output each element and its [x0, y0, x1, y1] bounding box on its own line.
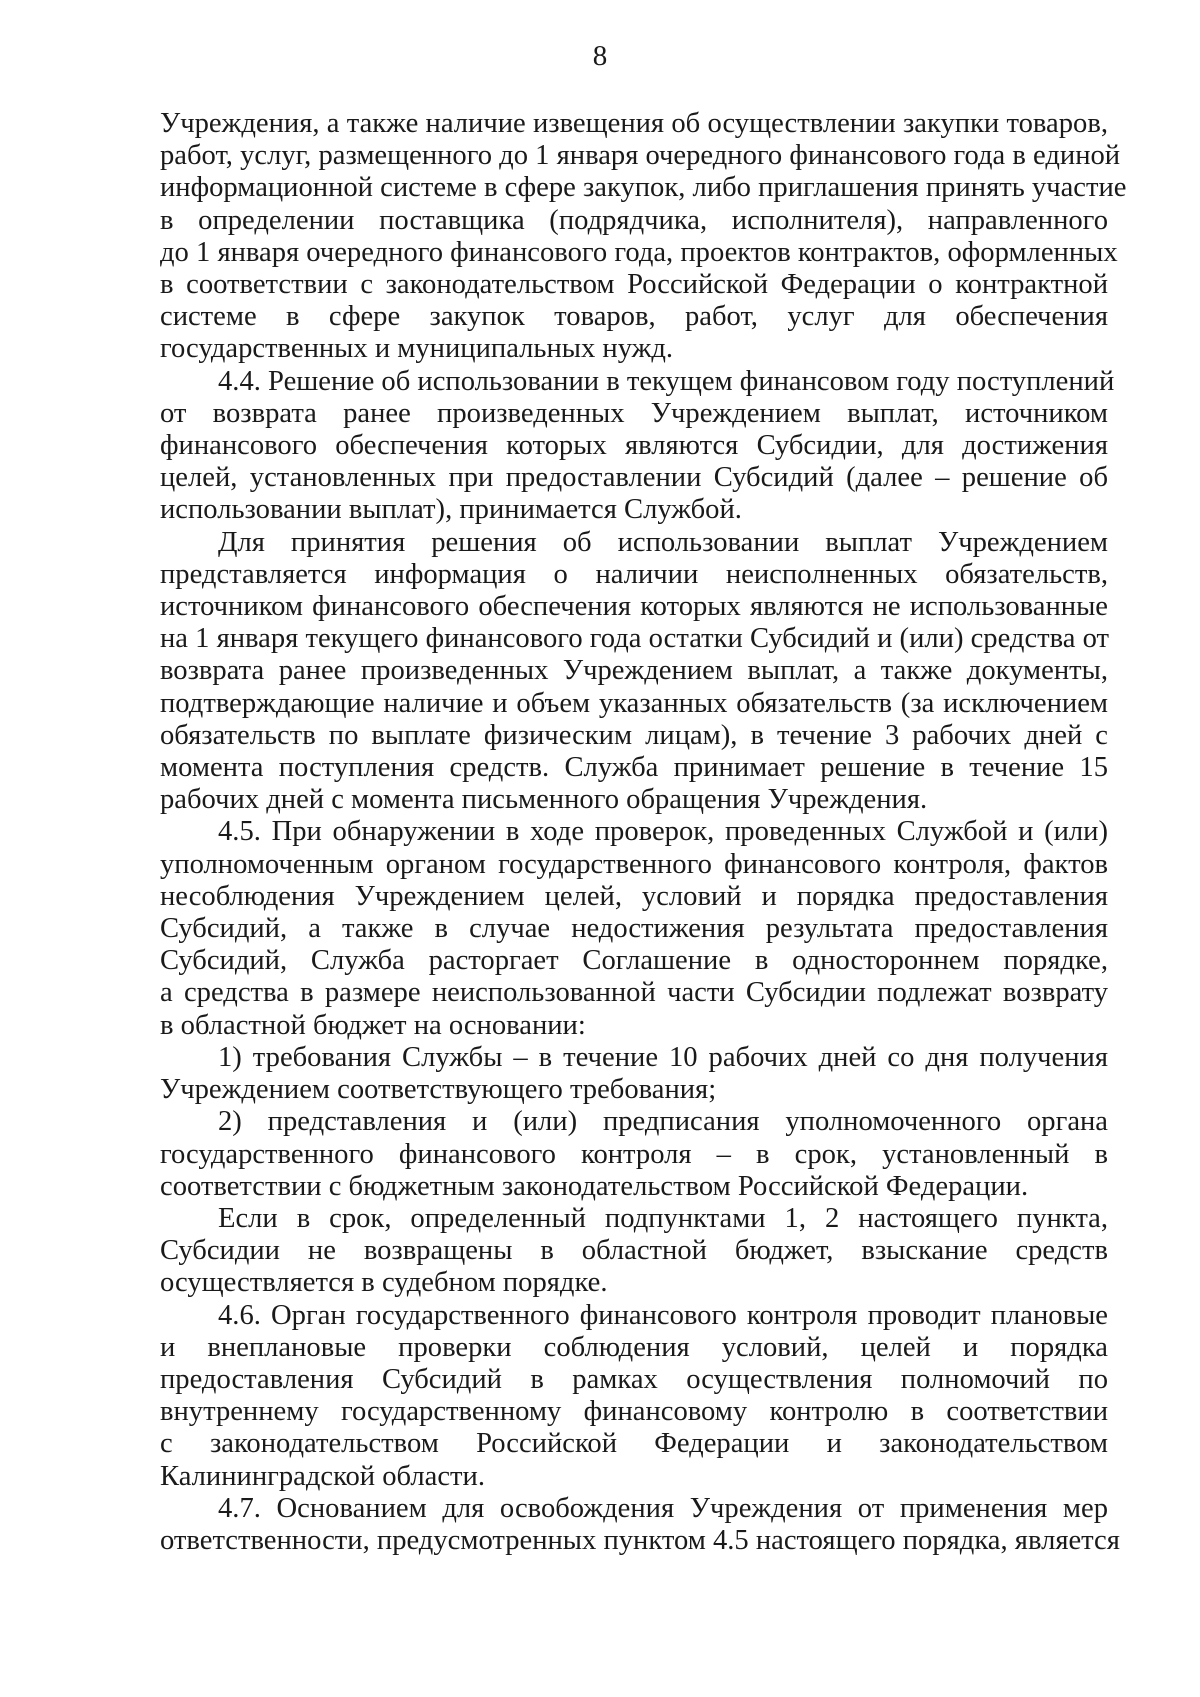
- page-number: 8: [592, 40, 608, 72]
- text-line: Калининградской области.: [160, 1460, 485, 1492]
- text-line: представляется информация о наличии неисполненных обязательств,: [160, 558, 1108, 590]
- paragraph: [160, 1042, 1108, 1106]
- paragraph: [160, 108, 1127, 366]
- text-line: ответственности, предусмотренных пунктом 4.5 настоящего порядка, является: [160, 1524, 1120, 1556]
- text-line: несоблюдения Учреждением целей, условий и порядка предоставления: [160, 880, 1108, 912]
- text-line: момента поступления средств. Служба принимает решение в течение 15: [160, 752, 1108, 784]
- text-line: уполномоченным органом государственного финансового контроля, фактов: [160, 848, 1108, 880]
- document-body: [160, 108, 1127, 1557]
- text-line: до 1 января очередного финансового года, проектов контрактов, оформленных: [160, 236, 1118, 268]
- text-line: целей, установленных при предоставлении Субсидий (далее – решение об: [160, 462, 1108, 494]
- text-line: в соответствии с законодательством Российской Федерации о контрактной: [160, 269, 1108, 301]
- text-line: Учреждения, а также наличие извещения об осуществлении закупки товаров,: [160, 108, 1108, 139]
- text-line: а средства в размере неиспользованной части Субсидии подлежат возврату: [160, 977, 1108, 1009]
- text-line: подтверждающие наличие и объем указанных обязательств (за исключением: [160, 687, 1108, 719]
- text-line: 1) требования Службы – в течение 10 рабочих дней со дня получения: [218, 1041, 1108, 1073]
- text-line: Субсидий, а также в случае недостижения результата предоставления: [160, 913, 1108, 945]
- paragraph: [160, 1300, 1108, 1493]
- paragraph: [160, 365, 1115, 527]
- text-line: осуществляется в судебном порядке.: [160, 1267, 608, 1299]
- text-line: в определении поставщика (подрядчика, исполнителя), направленного: [160, 204, 1108, 236]
- paragraph: [160, 527, 1108, 817]
- paragraph: [160, 816, 1108, 1041]
- text-line: государственного финансового контроля – в срок, установленный в: [160, 1138, 1108, 1170]
- text-line: источником финансового обеспечения которых являются не использованные: [160, 591, 1108, 623]
- text-line: обязательств по выплате физическим лицам), в течение 3 рабочих дней с: [160, 719, 1108, 751]
- text-line: с законодательством Российской Федерации и законодательством: [160, 1428, 1108, 1460]
- paragraph: [160, 1492, 1120, 1557]
- text-line: системе в сфере закупок товаров, работ, услуг для обеспечения: [160, 301, 1108, 333]
- text-line: работ, услуг, размещенного до 1 января очередного финансового года в единой: [160, 140, 1121, 172]
- text-line: информационной системе в сфере закупок, либо приглашения принять участие: [160, 172, 1127, 204]
- paragraph: [160, 1106, 1108, 1203]
- text-line: Если в срок, определенный подпунктами 1, 2 настоящего пункта,: [218, 1202, 1108, 1234]
- text-line: в областной бюджет на основании:: [160, 1009, 586, 1041]
- text-line: возврата ранее произведенных Учреждением выплат, а также документы,: [160, 655, 1108, 687]
- text-line: от возврата ранее произведенных Учреждением выплат, источником: [160, 397, 1108, 429]
- text-line: Субсидии не возвращены в областной бюджет, взыскание средств: [160, 1235, 1108, 1267]
- text-line: 4.7. Основанием для освобождения Учреждения от применения мер: [218, 1492, 1108, 1524]
- text-line: государственных и муниципальных нужд.: [160, 333, 674, 365]
- text-line: использовании выплат), принимается Службой.: [160, 494, 742, 526]
- text-line: рабочих дней с момента письменного обращения Учреждения.: [160, 784, 928, 816]
- text-line: Учреждением соответствующего требования;: [160, 1074, 717, 1106]
- text-line: предоставления Субсидий в рамках осуществления полномочий по: [160, 1363, 1108, 1395]
- text-line: 4.6. Орган государственного финансового контроля проводит плановые: [218, 1299, 1108, 1331]
- text-line: 4.4. Решение об использовании в текущем финансовом году поступлений: [218, 365, 1115, 397]
- text-line: соответствии с бюджетным законодательством Российской Федерации.: [160, 1170, 1029, 1202]
- text-line: Для принятия решения об использовании выплат Учреждением: [218, 526, 1108, 558]
- text-line: 2) представления и (или) предписания уполномоченного органа: [218, 1106, 1108, 1138]
- text-line: Субсидий, Служба расторгает Соглашение в одностороннем порядке,: [160, 945, 1108, 977]
- text-line: внутреннему государственному финансовому контролю в соответствии: [160, 1396, 1108, 1428]
- text-line: 4.5. При обнаружении в ходе проверок, проведенных Службой и (или): [218, 816, 1108, 848]
- paragraph: [160, 1203, 1108, 1300]
- text-line: и внеплановые проверки соблюдения условий, целей и порядка: [160, 1331, 1108, 1363]
- text-line: финансового обеспечения которых являются Субсидии, для достижения: [160, 430, 1108, 462]
- text-line: на 1 января текущего финансового года остатки Субсидий и (или) средства от: [160, 623, 1110, 655]
